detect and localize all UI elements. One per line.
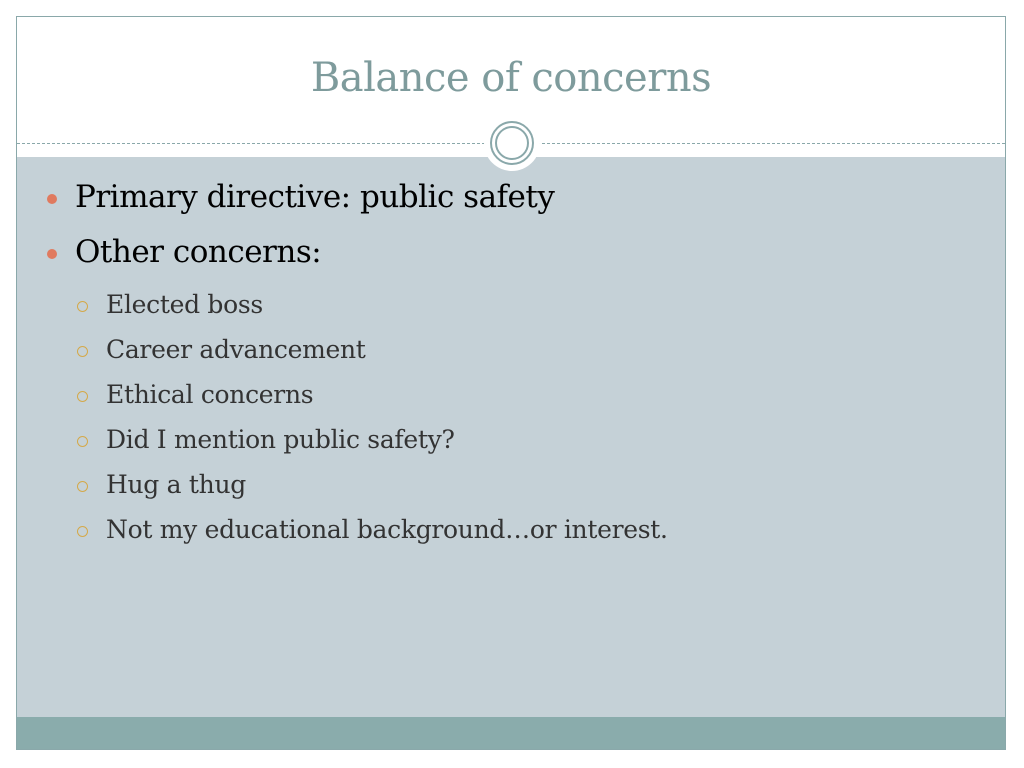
ring-bullet-icon <box>77 526 88 537</box>
ring-bullet-icon <box>77 481 88 492</box>
sub-bullet-text: Ethical concerns <box>106 380 314 409</box>
sub-bullet-text: Hug a thug <box>106 470 246 499</box>
bullet-item-other-concerns <box>75 234 321 270</box>
slide <box>16 16 1006 750</box>
sub-bullet-career-advancement <box>106 335 366 364</box>
bullet-dot-icon <box>47 194 57 204</box>
bullet-item-primary-directive <box>75 179 554 215</box>
ring-bullet-icon <box>77 301 88 312</box>
sub-bullet-text: Elected boss <box>106 290 263 319</box>
sub-bullet-educational-background <box>106 515 668 544</box>
circle-ornament-icon <box>484 115 540 171</box>
sub-bullet-text: Career advancement <box>106 335 366 364</box>
sub-bullet-text: Not my educational background…or interest. <box>106 515 668 544</box>
footer-bar <box>17 717 1005 750</box>
bullet-dot-icon <box>47 249 57 259</box>
ring-bullet-icon <box>77 391 88 402</box>
slide-title: Balance of concerns <box>310 55 712 101</box>
ring-bullet-icon <box>77 436 88 447</box>
ornament-outer-ring <box>490 121 534 165</box>
sub-bullet-text: Did I mention public safety? <box>106 425 455 454</box>
sub-bullet-public-safety <box>106 425 455 454</box>
bullet-text: Primary directive: public safety <box>75 179 555 215</box>
bullet-text: Other concerns: <box>75 234 322 270</box>
sub-bullet-elected-boss <box>106 290 263 319</box>
sub-bullet-hug-a-thug <box>106 470 246 499</box>
sub-bullet-ethical-concerns <box>106 380 313 409</box>
ornament-inner-ring <box>495 126 529 160</box>
content-area <box>17 157 1005 717</box>
ring-bullet-icon <box>77 346 88 357</box>
